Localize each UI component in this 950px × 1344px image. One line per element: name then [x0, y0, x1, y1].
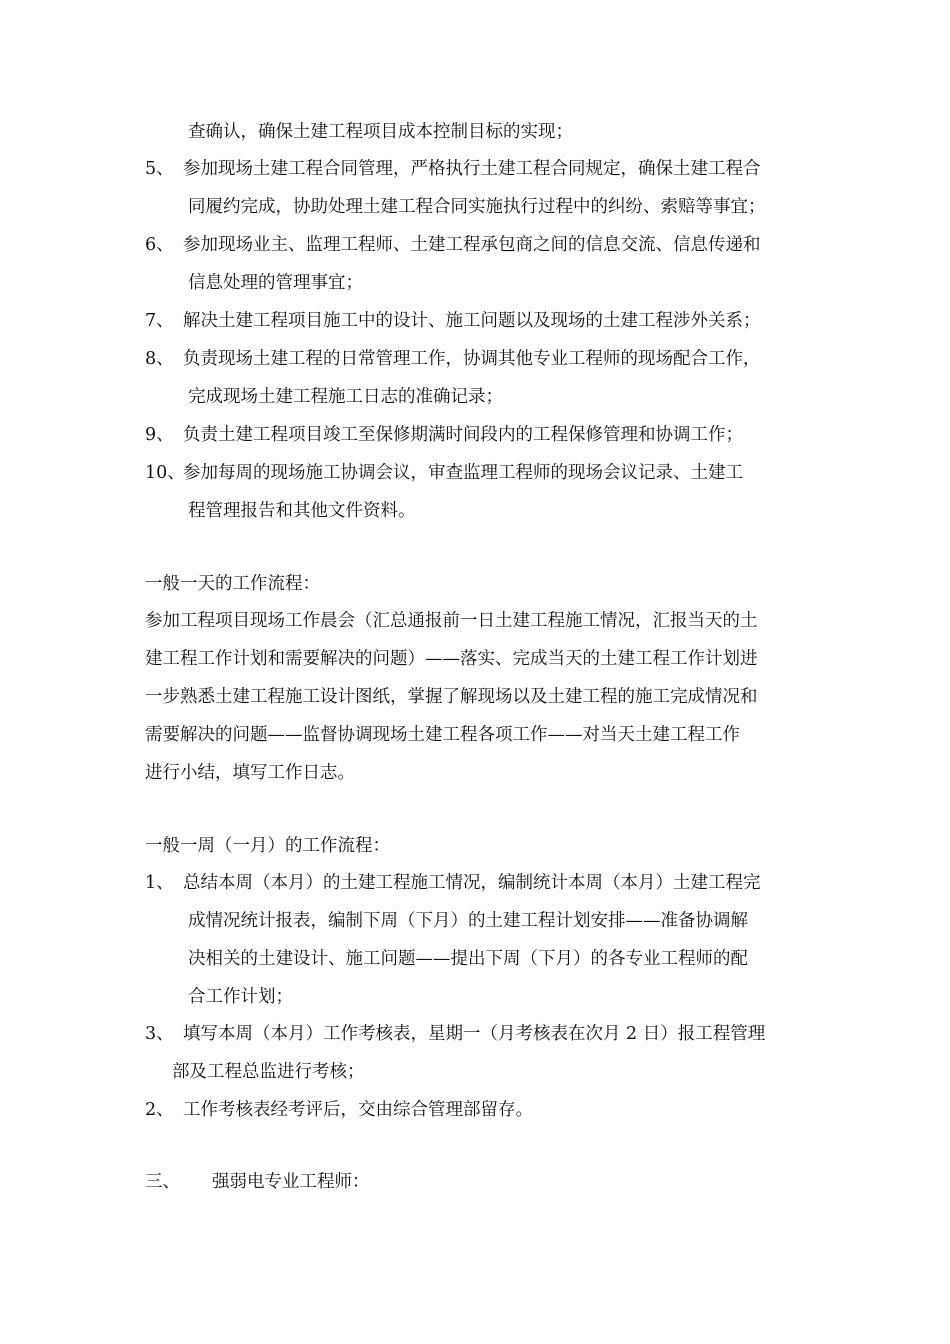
list-item-text: 合工作计划； — [188, 987, 293, 1007]
list-item-number: 7、 — [145, 311, 174, 331]
list-item-text: 参加现场业主、监理工程师、土建工程承包商之间的信息交流、信息传递和 — [183, 235, 761, 255]
list-item-text: 总结本周（本月）的土建工程施工情况，编制统计本周（本月）土建工程完 — [183, 873, 761, 893]
list-item-number: 1、 — [145, 873, 174, 893]
list-item-number: 5、 — [145, 159, 174, 179]
paragraph-line: 建工程工作计划和需要解决的问题）——落实、完成当天的土建工程工作计划进 — [145, 649, 758, 669]
paragraph-line: 需要解决的问题——监督协调现场土建工程各项工作——对当天土建工程工作 — [145, 725, 740, 745]
list-item-text: 参加现场土建工程合同管理，严格执行土建工程合同规定，确保土建工程合 — [183, 159, 761, 179]
section-number: 三、 — [145, 1172, 180, 1192]
list-item-text: 解决土建工程项目施工中的设计、施工问题以及现场的土建工程涉外关系； — [183, 311, 761, 331]
section-title: 强弱电专业工程师： — [212, 1172, 370, 1192]
list-item-text: 参加每周的现场施工协调会议，审查监理工程师的现场会议记录、土建工 — [183, 463, 743, 483]
section-heading: 一般一天的工作流程： — [145, 574, 320, 594]
list-item-number: 8、 — [145, 349, 174, 369]
paragraph-line: 一步熟悉土建工程施工设计图纸，掌握了解现场以及土建工程的施工完成情况和 — [145, 687, 758, 707]
list-item-text: 部及工程总监进行考核； — [172, 1062, 365, 1082]
list-item-number: 10、 — [145, 463, 185, 483]
list-item-text: 成情况统计报表，编制下周（下月）的土建工程计划安排——准备协调解 — [188, 911, 748, 931]
list-item-text: 信息处理的管理事宜； — [188, 273, 363, 293]
list-item-number: 2、 — [145, 1100, 174, 1120]
list-item-text: 完成现场土建工程施工日志的准确记录； — [188, 387, 503, 407]
section-heading: 一般一周（一月）的工作流程： — [145, 836, 390, 856]
list-item-number: 6、 — [145, 235, 174, 255]
list-item-text: 程管理报告和其他文件资料。 — [188, 501, 416, 521]
list-item-text: 负责土建工程项目竣工至保修期满时间段内的工程保修管理和协调工作； — [183, 425, 743, 445]
list-item-number: 3、 — [145, 1024, 174, 1044]
list-item-text: 同履约完成，协助处理土建工程合同实施执行过程中的纠纷、索赔等事宜； — [188, 197, 766, 217]
list-item-number: 9、 — [145, 425, 174, 445]
paragraph-line: 进行小结，填写工作日志。 — [145, 763, 355, 783]
paragraph-line: 参加工程项目现场工作晨会（汇总通报前一日土建工程施工情况，汇报当天的土 — [145, 611, 758, 631]
list-item-text: 填写本周（本月）工作考核表，星期一（月考核表在次月 2 日）报工程管理 — [183, 1024, 766, 1044]
list-item-text: 负责现场土建工程的日常管理工作，协调其他专业工程师的现场配合工作， — [183, 349, 761, 369]
list-item-text: 工作考核表经考评后，交由综合管理部留存。 — [183, 1100, 533, 1120]
list-item-text: 决相关的土建设计、施工问题——提出下周（下月）的各专业工程师的配 — [188, 949, 748, 969]
list-continuation: 查确认，确保土建工程项目成本控制目标的实现； — [188, 122, 573, 142]
